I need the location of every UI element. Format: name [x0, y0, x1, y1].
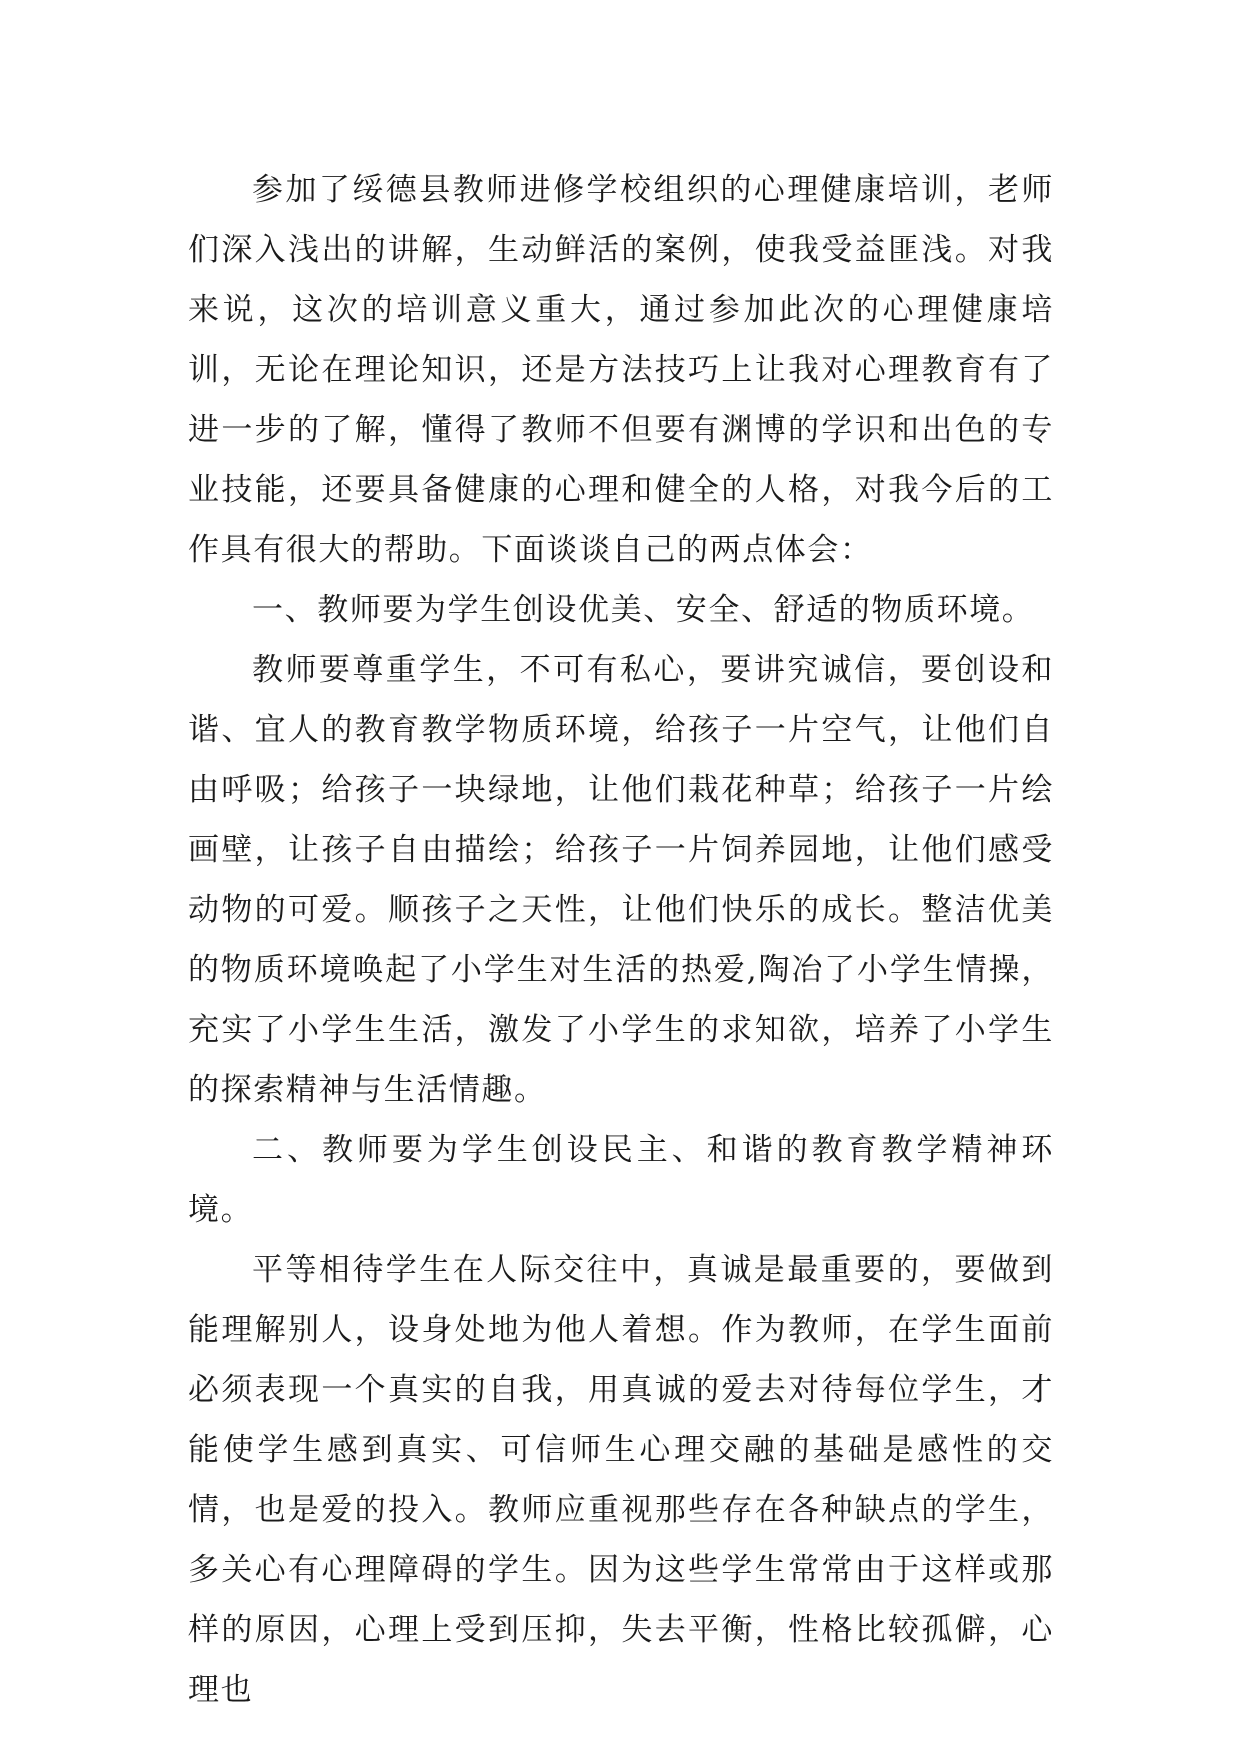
document-body: [188, 160, 1054, 1720]
section-heading-1: 一、教师要为学生创设优美、安全、舒适的物质环境。: [252, 592, 1035, 628]
intro-paragraph: 参加了绥德县教师进修学校组织的心理健康培训，老师们深入浅出的讲解，生动鲜活的案例，使我受益匪浅。对我来说，这次的培训意义重大，通过参加此次的心理健康培训，无论在理论知识，还是方法技巧上让我对心理教育有了进一步的了解，懂得了教师不但要有渊博的学识和出色的专业技能，还要具备健康的心理和健全的人格，对我今后的工作具有很大的帮助。下面谈谈自己的两点体会：: [188, 172, 1054, 568]
section-2-paragraph: 平等相待学生在人际交往中，真诚是最重要的，要做到能理解别人，设身处地为他人着想。作为教师，在学生面前必须表现一个真实的自我，用真诚的爱去对待每位学生，才能使学生感到真实、可信师生心理交融的基础是感性的交情，也是爱的投入。教师应重视那些存在各种缺点的学生，多关心有心理障碍的学生。因为这些学生常常由于这样或那样的原因，心理上受到压抑，失去平衡，性格比较孤僻，心理也: [188, 1252, 1054, 1708]
section-1-paragraph: 教师要尊重学生，不可有私心，要讲究诚信，要创设和谐、宜人的教育教学物质环境，给孩子一片空气，让他们自由呼吸；给孩子一块绿地，让他们栽花种草；给孩子一片绘画壁，让孩子自由描绘；给孩子一片饲养园地，让他们感受动物的可爱。顺孩子之天性，让他们快乐的成长。整洁优美的物质环境唤起了小学生对生活的热爱,陶冶了小学生情操，充实了小学生生活，激发了小学生的求知欲，培养了小学生的探索精神与生活情趣。: [188, 652, 1054, 1108]
section-heading-2: 二、教师要为学生创设民主、和谐的教育教学精神环境。: [188, 1132, 1054, 1228]
